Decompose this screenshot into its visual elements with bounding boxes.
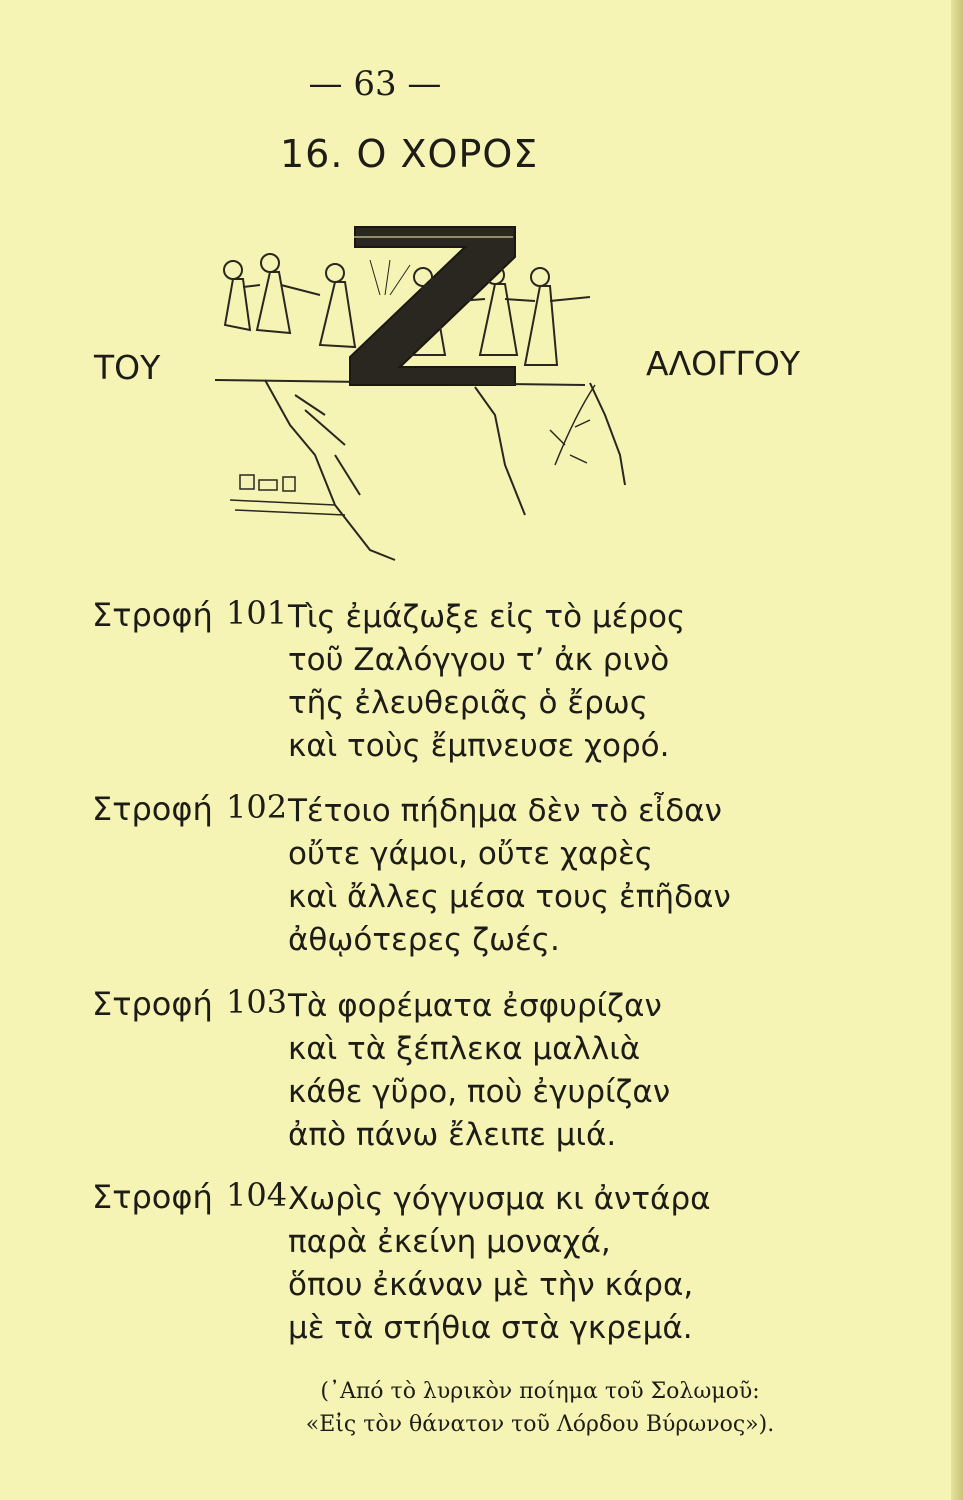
stanza-101: [0, 596, 963, 766]
verse-lines: [288, 790, 731, 962]
stanza-103: [0, 985, 963, 1155]
verse-line: καὶ τὰ ξέπλεκα μαλλιὰ: [288, 1031, 641, 1067]
stanza-number: 101: [226, 594, 288, 632]
stanza-number: 103: [226, 983, 288, 1021]
verse-line: ὅπου ἐκάναν μὲ τὴν κάρα,: [288, 1267, 694, 1303]
stanza-label: Στροφή: [92, 1178, 213, 1216]
source-note-line: «Εἰς τὸν θάνατον τοῦ Λόρδου Βύρωνος»).: [305, 1412, 775, 1437]
source-note: [300, 1375, 780, 1441]
verse-line: ἀθῳότερες ζωές.: [288, 922, 560, 958]
plant-drawing: [550, 385, 595, 465]
stanza-label: Στροφή: [92, 790, 213, 828]
stanza-label: Στροφή: [92, 596, 213, 634]
decorative-initial-illustration: [195, 215, 635, 575]
verse-line: Χωρὶς γόγγυσμα κι ἀντάρα: [288, 1181, 711, 1217]
stanza-102: [0, 790, 963, 960]
page-number: — 63 —: [308, 64, 442, 104]
verse-line: τῆς ἐλευθεριᾶς ὁ ἔρως: [288, 685, 648, 721]
village-drawing: [230, 475, 345, 515]
verse-line: Τὶς ἐμάζωξε εἰς τὸ μέρος: [288, 599, 686, 635]
verse-line: παρὰ ἐκείνη μοναχά,: [288, 1224, 611, 1260]
chapter-title: 16. Ο ΧΟΡΟΣ: [280, 132, 539, 176]
verse-line: καὶ ἄλλες μέσα τους ἐπῆδαν: [288, 879, 731, 915]
verse-line: Τὰ φορέματα ἐσφυρίζαν: [288, 988, 662, 1024]
verse-line: οὔτε γάμοι, οὔτε χαρὲς: [288, 836, 653, 872]
sun-rays: [370, 260, 410, 295]
verse-line: καὶ τοὺς ἔμπνευσε χορό.: [288, 728, 670, 764]
verse-lines: [288, 985, 670, 1157]
verse-line: μὲ τὰ στήθια στὰ γκρεμά.: [288, 1310, 693, 1346]
verse-line: τοῦ Ζαλόγγου τ’ ἀκ ρινὸ: [288, 642, 670, 678]
source-note-line: (᾿Από τὸ λυρικὸν ποίημα τοῦ Σολωμοῦ:: [320, 1379, 760, 1404]
verse-line: κάθε γῦρο, ποὺ ἐγυρίζαν: [288, 1074, 671, 1110]
stanza-number: 102: [226, 788, 288, 826]
stanza-104: [0, 1178, 963, 1348]
heading-word-left: ΤΟΥ: [94, 348, 161, 387]
heading-word-right: ΑΛΟΓΓΟΥ: [646, 344, 801, 383]
verse-lines: [288, 596, 685, 768]
cliff-drawing: [215, 380, 625, 560]
verse-line: ἀπὸ πάνω ἔλειπε μιά.: [288, 1117, 617, 1153]
stanza-number: 104: [226, 1176, 288, 1214]
verse-line: Τέτοιο πήδημα δὲν τὸ εἶδαν: [288, 793, 722, 829]
stanza-label: Στροφή: [92, 985, 213, 1023]
verse-lines: [288, 1178, 711, 1350]
